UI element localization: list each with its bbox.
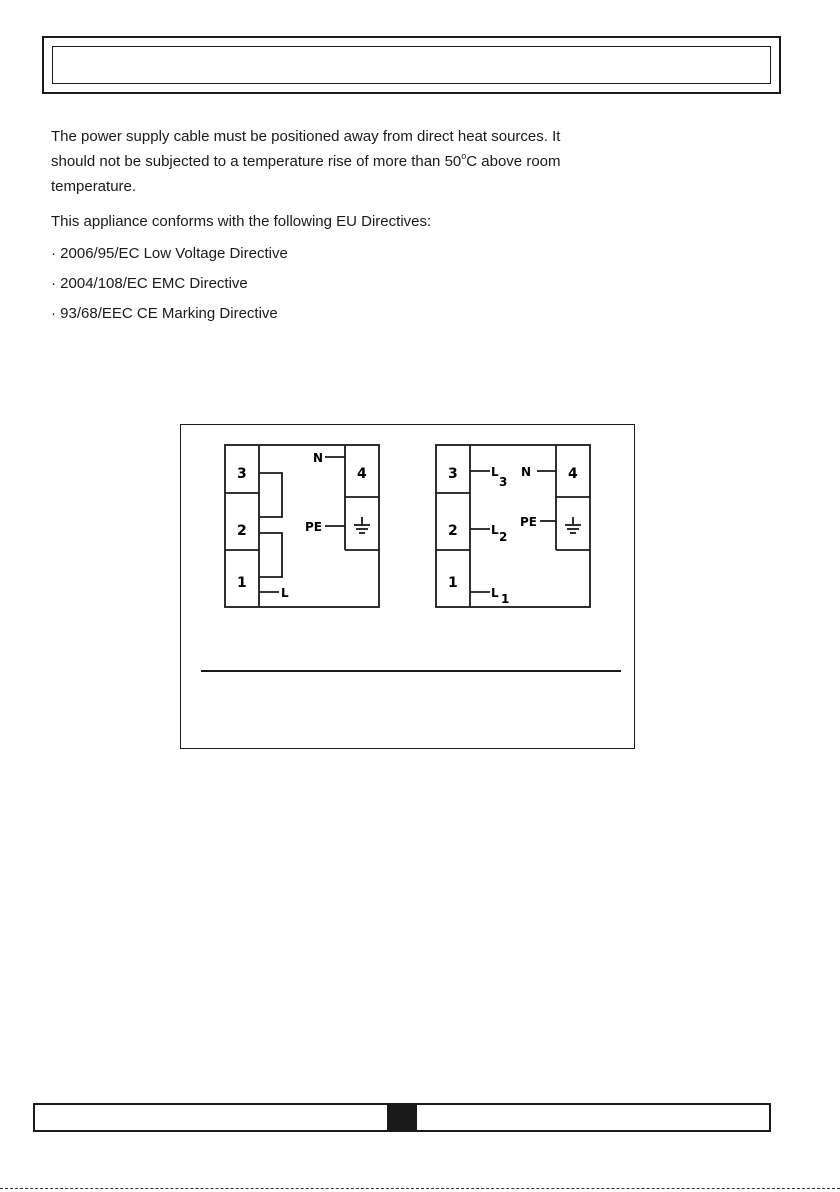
directive-text: 2004/108/EC EMC Directive	[60, 275, 248, 292]
terminal-label: 2	[448, 523, 458, 539]
neutral-label: N	[313, 451, 324, 465]
header-title-box	[52, 46, 771, 84]
directive-text: 93/68/EEC CE Marking Directive	[60, 305, 278, 322]
bullet-icon: ·	[51, 245, 56, 262]
directive-item	[51, 299, 651, 329]
terminal-label: 4	[568, 466, 578, 482]
bullet-icon: ·	[51, 275, 56, 292]
intro-line-3: temperature.	[51, 178, 137, 195]
l2-subscript: 2	[499, 530, 508, 544]
dashed-trim-line	[0, 1188, 840, 1189]
header-frame	[42, 36, 781, 94]
l3-label: L	[491, 465, 499, 479]
l3-subscript: 3	[499, 475, 508, 489]
directives-heading: This appliance conforms with the following EU Directives:	[51, 213, 432, 230]
wiring-diagram	[181, 425, 636, 750]
earth-label: PE	[305, 520, 322, 534]
left-terminal-block	[225, 445, 379, 607]
l2-label: L	[491, 523, 499, 537]
directive-item	[51, 269, 651, 299]
bullet-icon: ·	[51, 305, 56, 322]
l1-label: L	[491, 586, 499, 600]
terminal-label: 1	[448, 575, 458, 591]
directives-list	[51, 239, 651, 329]
terminal-label: 4	[357, 466, 367, 482]
right-terminal-block	[436, 445, 590, 607]
terminal-label: 2	[237, 523, 247, 539]
directive-text: 2006/95/EC Low Voltage Directive	[60, 245, 288, 262]
live-label: L	[281, 586, 289, 600]
page-number-block	[387, 1103, 417, 1132]
degree-symbol: o	[461, 151, 467, 161]
intro-line-1: The power supply cable must be positioned away from direct heat sources. It	[51, 128, 561, 145]
intro-line-2	[51, 149, 651, 174]
body-text	[51, 124, 651, 329]
terminal-label: 1	[237, 575, 247, 591]
directive-item	[51, 239, 651, 269]
intro-line-2-post: C above room	[466, 153, 561, 170]
neutral-label: N	[521, 465, 532, 479]
terminal-label: 3	[448, 466, 458, 482]
wiring-diagram-box	[180, 424, 635, 749]
earth-label: PE	[520, 515, 537, 529]
terminal-label: 3	[237, 466, 247, 482]
l1-subscript: 1	[501, 592, 510, 606]
intro-line-2-pre: should not be subjected to a temperature rise of more than 50	[51, 153, 462, 170]
